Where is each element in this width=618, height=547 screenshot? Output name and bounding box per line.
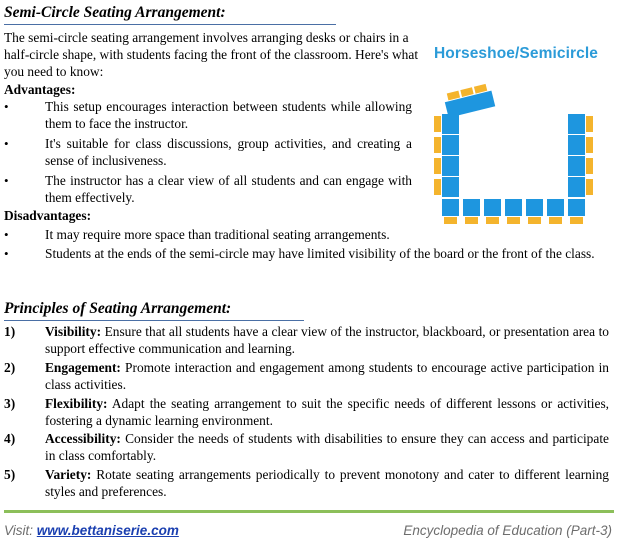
section-title-rule [4, 24, 336, 25]
chair [586, 179, 593, 195]
desk [505, 199, 522, 216]
bullet-icon: • [4, 173, 9, 188]
chair [434, 137, 441, 153]
footer-visit-label: Visit: [4, 523, 34, 538]
desk [547, 199, 564, 216]
principle-item [45, 430, 609, 464]
principle-text: Ensure that all students have a clear view of the instructor, blackboard, or presentation area to support effective communication and learning. [45, 324, 609, 356]
chair [507, 217, 520, 224]
desk [484, 199, 501, 216]
desk [442, 135, 459, 155]
bullet-icon: • [4, 99, 9, 114]
chair [486, 217, 499, 224]
footer-visit [4, 522, 179, 539]
principle-text: Promote interaction and engagement among students to encourage active participation in class activities. [45, 360, 609, 392]
disadvantages-heading: Disadvantages: [4, 208, 92, 223]
principle-item [45, 466, 609, 500]
bullet-icon: • [4, 246, 9, 261]
chair [586, 137, 593, 153]
principle-term: Variety: [45, 467, 92, 482]
chair [460, 87, 473, 97]
bullet-icon: • [4, 136, 9, 151]
desk [463, 199, 480, 216]
disadvantage-item: It may require more space than traditional seating arrangements. [45, 227, 390, 242]
horseshoe-seating-figure [428, 38, 618, 228]
desk [568, 199, 585, 216]
principle-item [45, 395, 609, 429]
footer-book-title: Encyclopedia of Education (Part-3) [403, 523, 612, 538]
list-number: 5) [4, 467, 16, 482]
advantage-item: The instructor has a clear view of all students and can engage with them effectively. [45, 173, 412, 205]
desk [442, 156, 459, 176]
principle-text: Adapt the seating arrangement to suit the specific needs of different lessons or activities, fostering a dynamic learning environment. [45, 396, 609, 428]
advantages-heading: Advantages: [4, 82, 76, 97]
horseshoe-diagram [428, 38, 618, 228]
chair [586, 158, 593, 174]
principle-term: Visibility: [45, 324, 102, 339]
list-number: 4) [4, 431, 16, 446]
chair [528, 217, 541, 224]
section-title-principles: Principles of Seating Arrangement: [4, 300, 232, 317]
chair [570, 217, 583, 224]
chair [434, 158, 441, 174]
desk [568, 156, 585, 176]
chair [474, 84, 487, 94]
desk [568, 114, 585, 134]
principle-term: Engagement: [45, 360, 121, 375]
chair [434, 116, 441, 132]
section-title-semicircle: Semi-Circle Seating Arrangement: [4, 4, 226, 21]
principle-term: Flexibility: [45, 396, 108, 411]
desk [526, 199, 543, 216]
chair [465, 217, 478, 224]
figure-title: Horseshoe/Semicircle [434, 45, 598, 62]
chair [549, 217, 562, 224]
list-number: 2) [4, 360, 16, 375]
advantage-item: This setup encourages interaction between students while allowing them to face the instructor. [45, 99, 412, 131]
list-number: 1) [4, 324, 16, 339]
list-number: 3) [4, 396, 16, 411]
desk [442, 177, 459, 197]
advantage-item: It's suitable for class discussions, group activities, and creating a sense of inclusiveness. [45, 136, 412, 168]
disadvantage-item: Students at the ends of the semi-circle may have limited visibility of the board or the front of the class. [45, 246, 595, 261]
desk [442, 199, 459, 216]
desk [568, 177, 585, 197]
desk [442, 114, 459, 134]
desk [568, 135, 585, 155]
chair [586, 116, 593, 132]
principle-text: Rotate seating arrangements periodically to prevent monotony and cater to different learning styles and preferences. [45, 467, 609, 499]
principle-text: Consider the needs of students with disabilities to ensure they can access and participate in class comfortably. [45, 431, 609, 463]
bullet-icon: • [4, 227, 9, 242]
section-title-rule [4, 320, 304, 321]
intro-paragraph: The semi-circle seating arrangement involves arranging desks or chairs in a half-circle shape, with students facing the front of the classroom. Here's what you need to know: [4, 30, 419, 79]
chair [447, 91, 460, 101]
chair [444, 217, 457, 224]
chair [434, 179, 441, 195]
website-link[interactable]: www.bettaniserie.com [36, 523, 179, 538]
principle-term: Accessibility: [45, 431, 121, 446]
principle-item [45, 323, 609, 357]
principle-item [45, 359, 609, 393]
teacher-desk-group [443, 83, 495, 118]
footer-rule [4, 510, 614, 513]
